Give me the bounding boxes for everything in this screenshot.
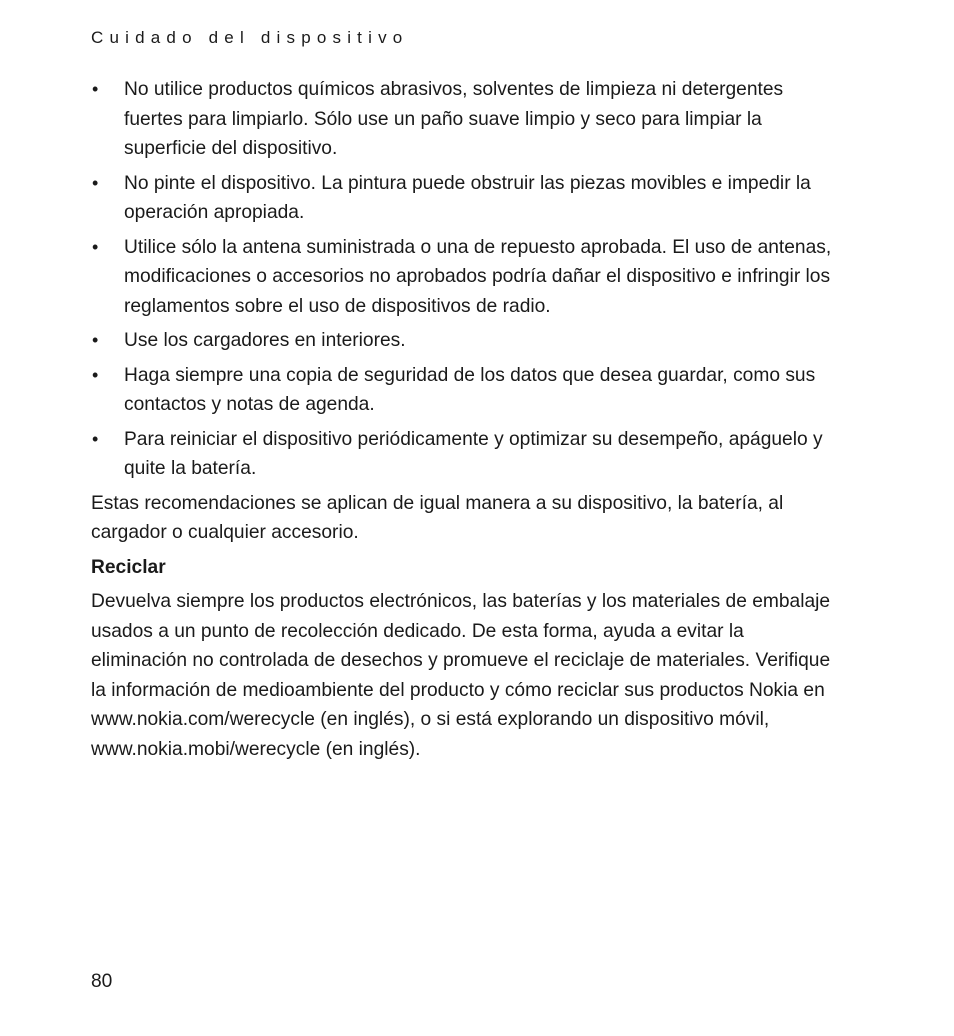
bullet-text: No utilice productos químicos abrasivos, solventes de limpieza ni detergentes fuertes para limpiarlo. Sólo use un paño suave limpio y seco para limpiar la superficie del dispositivo. — [124, 79, 784, 159]
list-item — [91, 169, 841, 228]
bullet-icon: • — [92, 330, 99, 350]
running-header: Cuidado del dispositivo — [91, 28, 409, 47]
care-bullet-list — [91, 75, 841, 484]
bullet-icon: • — [92, 79, 99, 99]
list-item — [91, 233, 841, 322]
bullet-icon: • — [92, 236, 99, 257]
page-content — [91, 75, 841, 769]
list-item — [91, 361, 841, 420]
bullet-icon: • — [92, 428, 99, 449]
summary-paragraph: Estas recomendaciones se aplican de igual manera a su dispositivo, la batería, al cargador o cualquier accesorio. — [91, 492, 784, 543]
bullet-text: Haga siempre una copia de seguridad de los datos que desea guardar, como sus contactos y notas de agenda. — [124, 364, 816, 415]
recycle-paragraph: Devuelva siempre los productos electrónicos, las baterías y los materiales de embalaje usados a un punto de recolección dedicado. De esta forma, ayuda a evitar la eliminación no controlada de desechos y promueve el reciclaje de materiales. Verifique la información de medioambiente del producto y cómo reciclar sus productos Nokia en www.nokia.com/werecycle (en inglés), o si está explorando un dispositivo móvil, www.nokia.mobi/werecycle (en inglés). — [91, 591, 831, 760]
bullet-icon: • — [92, 364, 99, 385]
bullet-text: Utilice sólo la antena suministrada o una de repuesto aprobada. El uso de antenas, modificaciones o accesorios no aprobados podría dañar el dispositivo e infringir los reglamentos sobre el uso de dispositivos de radio. — [124, 236, 832, 317]
bullet-icon: • — [92, 172, 99, 193]
list-item — [91, 425, 841, 484]
page-number: 80 — [91, 971, 113, 992]
bullet-text: Para reiniciar el dispositivo periódicamente y optimizar su desempeño, apáguelo y quite la batería. — [124, 428, 823, 479]
list-item — [91, 326, 841, 356]
bullet-text: No pinte el dispositivo. La pintura puede obstruir las piezas movibles e impedir la operación apropiada. — [124, 172, 811, 223]
bullet-text: Use los cargadores en interiores. — [124, 330, 406, 351]
list-item — [91, 75, 841, 164]
section-title-recycle: Reciclar — [91, 556, 166, 578]
